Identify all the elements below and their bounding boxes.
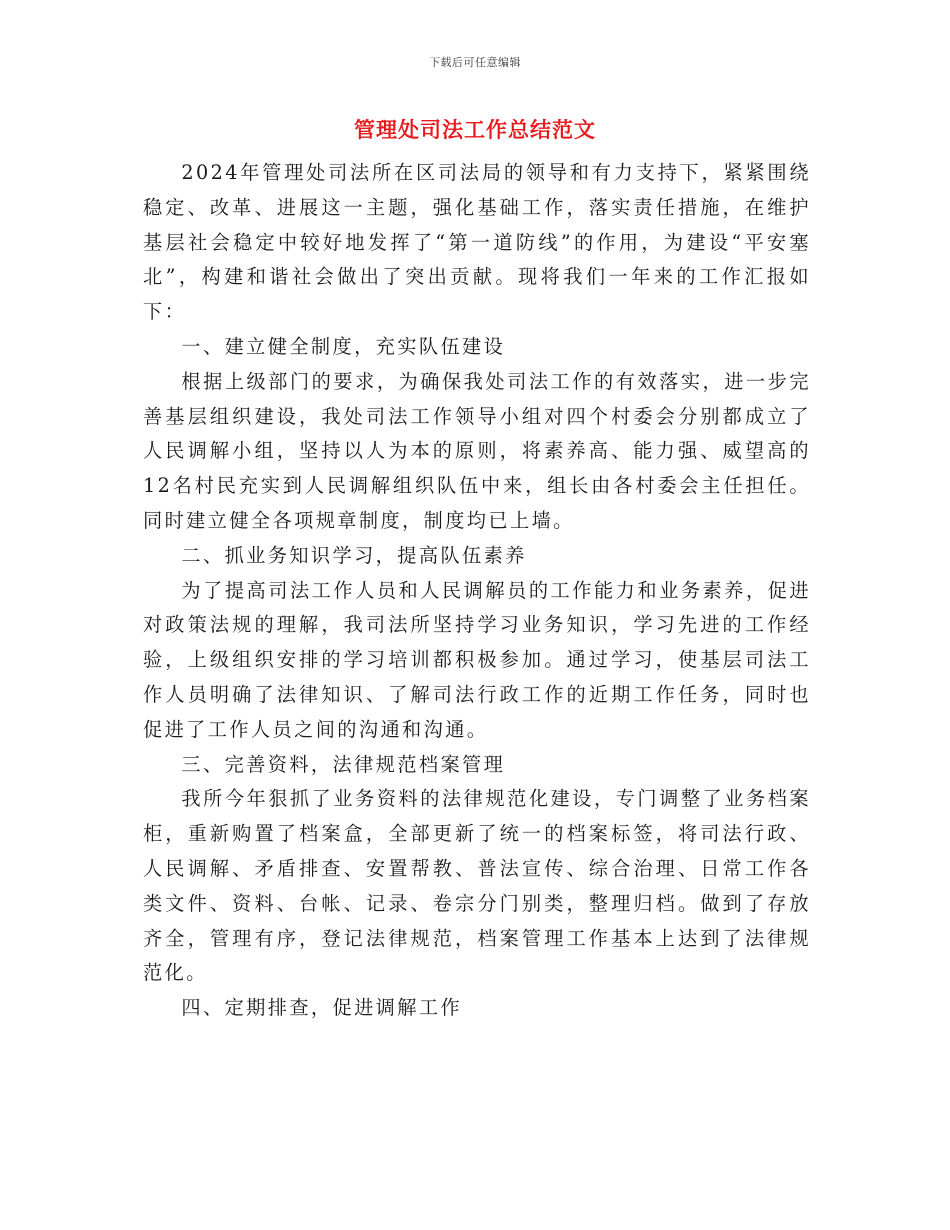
paragraph-section-1: 根据上级部门的要求，为确保我处司法工作的有效落实，进一步完善基层组织建设，我处司法工作领导小组对四个村委会分别都成立了人民调解小组，坚持以人为本的原则，将素养高、能力强、威望高的12名村民充实到人民调解组织队伍中来，组长由各村委会主任担任。同时建立健全各项规章制度，制度均已上墙。 (143, 369, 811, 532)
section-heading-3: 三、完善资料，法律规范档案管理 (181, 752, 506, 776)
paragraph-section-3: 我所今年狠抓了业务资料的法律规范化建设，专门调整了业务档案柜，重新购置了档案盒，全部更新了统一的档案标签，将司法行政、人民调解、矛盾排查、安置帮教、普法宣传、综合治理、日常工作各类文件、资料、台帐、记录、卷宗分门别类，整理归档。做到了存放齐全，管理有序，登记法律规范，档案管理工作基本上达到了法律规范化。 (143, 787, 811, 985)
paragraph-section-2: 为了提高司法工作人员和人民调解员的工作能力和业务素养，促进对政策法规的理解，我司法所坚持学习业务知识，学习先进的工作经验，上级组织安排的学习培训都积极参加。通过学习，使基层司法工作人员明确了法律知识、了解司法行政工作的近期工作任务，同时也促进了工作人员之间的沟通和沟通。 (143, 578, 811, 741)
document-body (143, 156, 811, 1026)
document-title: 管理处司法工作总结范文 (354, 117, 596, 142)
paragraph-intro: 2024年管理处司法所在区司法局的领导和有力支持下，紧紧围绕稳定、改革、进展这一主题，强化基础工作，落实责任措施，在维护基层社会稳定中较好地发挥了“第一道防线”的作用，为建设“平安塞北”，构建和谐社会做出了突出贡献。现将我们一年来的工作汇报如下： (143, 161, 811, 324)
header-note: 下载后可任意编辑 (429, 56, 521, 69)
section-heading-2: 二、抓业务知识学习，提高队伍素养 (181, 543, 527, 567)
section-heading-4: 四、定期排查，促进调解工作 (181, 996, 463, 1020)
section-heading-1: 一、建立健全制度，充实队伍建设 (181, 334, 506, 358)
